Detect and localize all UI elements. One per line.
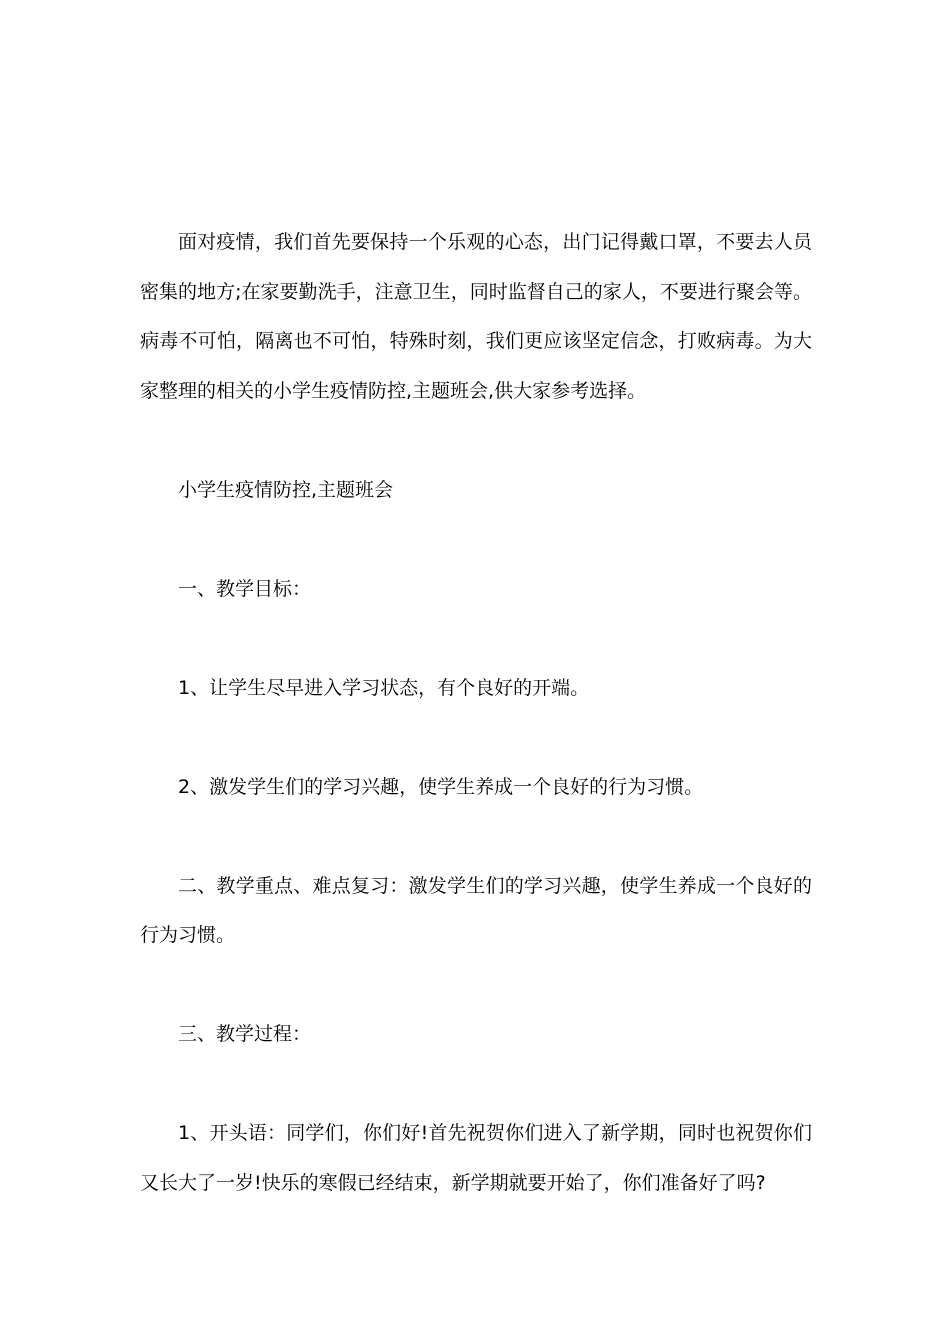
paragraph-gap	[140, 961, 812, 1011]
paragraph-gap	[140, 812, 812, 862]
section-heading-process: 三、教学过程：	[178, 1023, 312, 1045]
process-item-1: 1、开头语：同学们，你们好!首先祝贺你们进入了新学期，同时也祝贺你们又长大了一岁!快乐的寒假已经结束，新学期就要开始了，你们准备好了吗?	[140, 1122, 812, 1194]
objective-item-1: 1、让学生尽早进入学习状态，有个良好的开端。	[178, 676, 590, 699]
paragraph-gap	[140, 713, 812, 763]
paragraph-gap	[140, 416, 812, 466]
paragraph-gap	[140, 515, 812, 565]
document-title: 小学生疫情防控,主题班会	[178, 478, 394, 501]
intro-paragraph: 面对疫情，我们首先要保持一个乐观的心态，出门记得戴口罩，不要去人员密集的地方;在家要勤洗手，注意卫生，同时监督自己的家人，不要进行聚会等。病毒不可怕，隔离也不可怕，特殊时刻，我们更应该坚定信念，打败病毒。为大家整理的相关的小学生疫情防控,主题班会,供大家参考选择。	[140, 231, 812, 402]
paragraph-gap	[140, 1060, 812, 1110]
paragraph-gap	[140, 614, 812, 664]
section-heading-objectives: 一、教学目标：	[178, 577, 312, 600]
document-body	[140, 218, 812, 1208]
section-heading-key-points: 二、教学重点、难点复习：激发学生们的学习兴趣，使学生养成一个良好的行为习惯。	[140, 874, 812, 946]
objective-item-2: 2、激发学生们的学习兴趣，使学生养成一个良好的行为习惯。	[178, 775, 704, 798]
